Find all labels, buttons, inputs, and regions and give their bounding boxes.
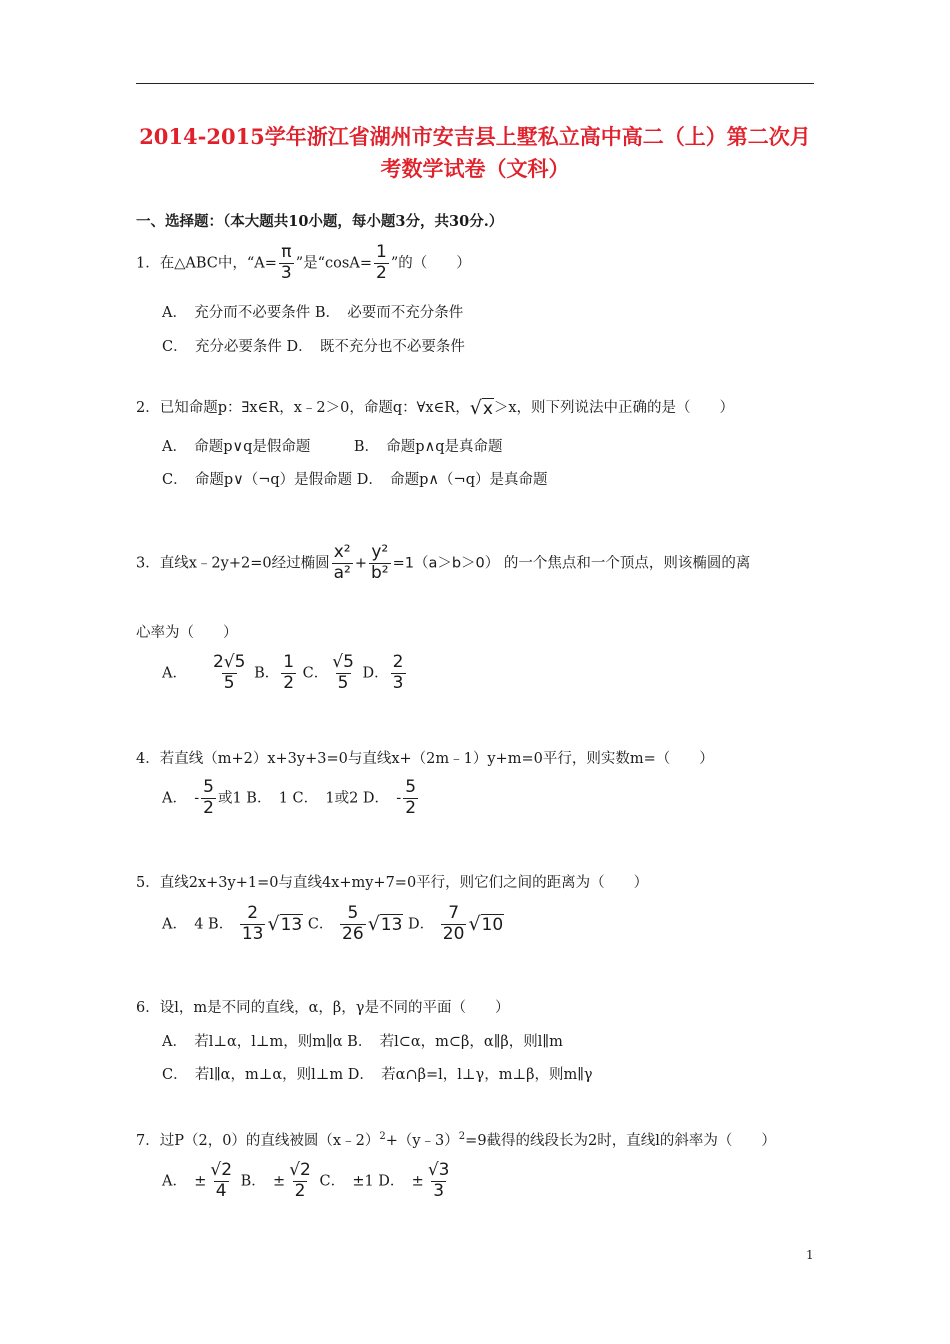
question-2: 2．已知命题p：∃x∈R，x﹣2＞0，命题q：∀x∈R，√x＞x，则下列说法中正确的是（ ） — [136, 397, 735, 419]
question-7-options: A． ± $\frac{√2}{4}$ B． ± $\frac{√2}{2}$ C． ±1 D． ± $\frac{√3}{3}$ — [162, 1160, 450, 1201]
fraction-x2-a2: $\frac{\text{x²}}{\text{a²}}$ — [333, 542, 351, 583]
fraction-1-2: $\frac{1}{2}$ — [375, 242, 387, 283]
fraction-pi-3: $\frac{\pi}{3}$ — [280, 242, 292, 283]
question-6-options-cd: C． 若l∥α，m⊥α，则l⊥m D． 若α∩β=l，l⊥γ，m⊥β，则m∥γ — [162, 1067, 593, 1083]
title-line-1: 2014-2015学年浙江省湖州市安吉县上墅私立高中高二（上）第二次月 — [139, 124, 811, 149]
question-3: 3．直线x﹣2y+2=0经过椭圆 $\frac{\text{x²}}{\text{a²}}$ + $\frac{\text{y²}}{\text{b²}}$ =1（a＞b＞0） 的一个焦点和一个顶点，则该椭圆的离 — [136, 542, 751, 583]
title-line-2: 考数学试卷（文科） — [380, 156, 570, 181]
header-rule — [136, 83, 814, 84]
question-1-options-ab: A． 充分而不必要条件 B． 必要而不充分条件 — [162, 305, 464, 321]
question-4: 4．若直线（m+2）x+3y+3=0与直线x+（2m﹣1）y+m=0平行，则实数m=（ ） — [136, 751, 714, 767]
question-2-options-ab: A． 命题p∨q是假命题 B． 命题p∧q是真命题 — [162, 439, 503, 455]
fraction-y2-b2: $\frac{\text{y²}}{\text{b²}}$ — [370, 542, 389, 583]
question-5-options: A． 4 B． $\frac{2}{13}$ √13 C． $\frac{5}{26}$ √13 D． $\frac{7}{20}$ √10 — [162, 903, 504, 944]
page-number: 1 — [806, 1248, 814, 1262]
exam-title — [136, 121, 814, 185]
section-heading: 一、选择题：（本大题共10小题，每小题3分，共30分.） — [136, 213, 504, 230]
sqrt-x: √x — [469, 397, 493, 419]
question-5: 5．直线2x+3y+1=0与直线4x+my+7=0平行，则它们之间的距离为（ ） — [136, 875, 649, 891]
question-3-line-2: 心率为（ ） — [136, 625, 238, 641]
question-3-options: A． $\frac{2√5}{5}$ B． $\frac{1}{2}$ C． $\frac{√5}{5}$ D． $\frac{2}{3}$ — [162, 652, 404, 693]
question-1-options-cd: C． 充分必要条件 D． 既不充分也不必要条件 — [162, 339, 465, 355]
question-6-options-ab: A． 若l⊥α，l⊥m，则m∥α B． 若l⊂α，m⊂β，α∥β，则l∥m — [162, 1034, 563, 1050]
question-1: 1．在△ABC中，“A= $\frac{\pi}{3}$ ”是“cosA= $\frac{1}{2}$ ”的（ ） — [136, 242, 471, 283]
question-6: 6．设l，m是不同的直线，α，β，γ是不同的平面（ ） — [136, 1000, 510, 1016]
question-7: 7．过P（2，0）的直线被圆（x﹣2）$^2$+（y﹣3）$^2$=9截得的线段长为2时，直线l的斜率为（ ） — [136, 1131, 776, 1149]
question-2-options-cd: C． 命题p∨（¬q）是假命题 D． 命题p∧（¬q）是真命题 — [162, 472, 548, 488]
question-4-options: A． - $\frac{5}{2}$ 或1 B． 1 C． 1或2 D． - $\frac{5}{2}$ — [162, 777, 417, 818]
